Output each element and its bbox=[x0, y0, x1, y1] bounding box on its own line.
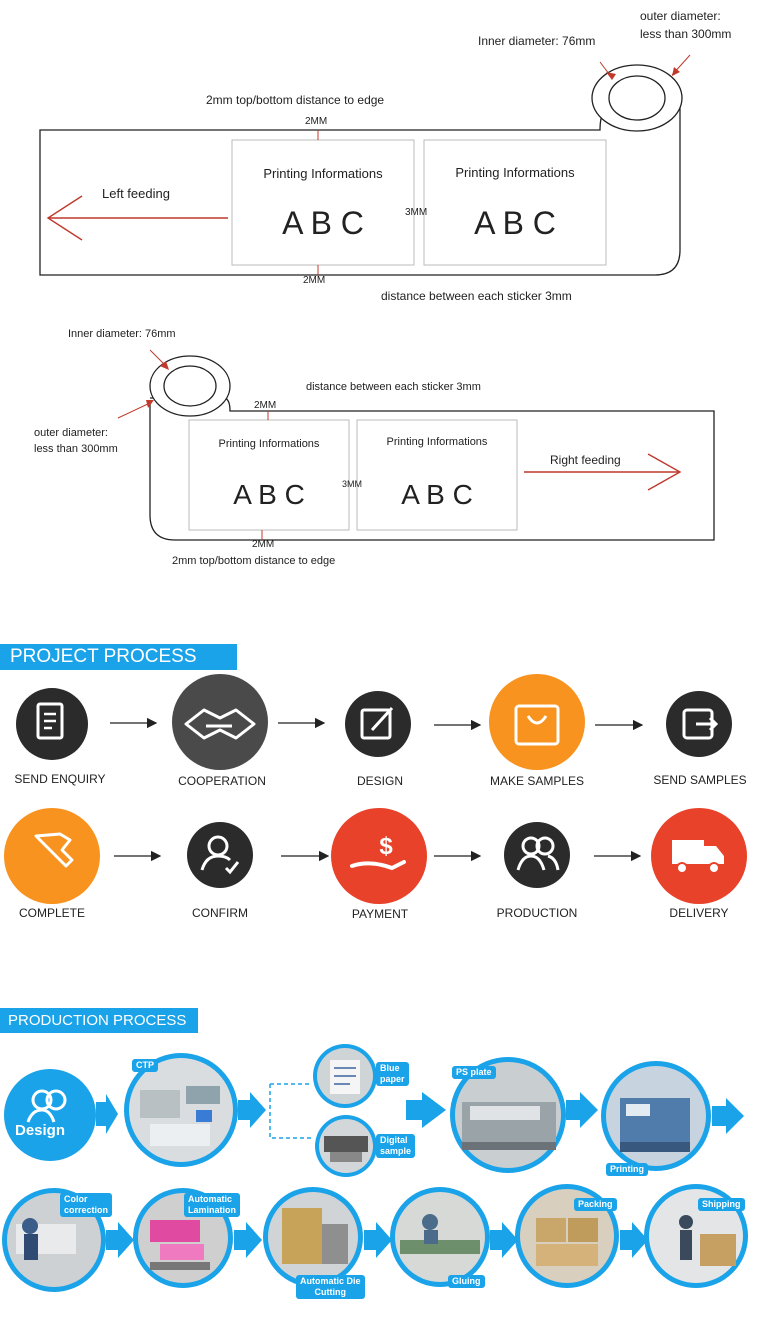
ps-plate-tag: PS plate bbox=[452, 1066, 496, 1079]
blue-paper-photo bbox=[313, 1044, 377, 1108]
shipping-tag: Shipping bbox=[698, 1198, 745, 1211]
gluing-photo bbox=[390, 1187, 490, 1287]
blue-paper-tag bbox=[376, 1062, 409, 1086]
blue-paper-tag-line-2: paper bbox=[380, 1074, 405, 1084]
gluing-tag: Gluing bbox=[448, 1275, 485, 1288]
sticker-title: Printing Informations bbox=[218, 438, 320, 450]
confirm-user-icon bbox=[187, 822, 253, 888]
design-label: Design bbox=[15, 1122, 66, 1139]
die-cutting-tag bbox=[296, 1275, 365, 1299]
step-confirm: CONFIRM bbox=[192, 906, 248, 920]
step-design: DESIGN bbox=[356, 774, 403, 788]
project-process-icons bbox=[0, 668, 761, 928]
sticker-gap-label: distance between each sticker 3mm bbox=[306, 381, 481, 393]
production-team-icon bbox=[504, 822, 570, 888]
sticker-title: Printing Informations bbox=[263, 166, 383, 181]
outer-diameter-value: less than 300mm bbox=[640, 27, 732, 41]
step-production: PRODUCTION bbox=[496, 906, 578, 920]
feed-direction-label: Right feeding bbox=[550, 453, 621, 467]
gap-label: 3MM bbox=[405, 207, 428, 218]
production-process-flow bbox=[0, 1040, 761, 1330]
roll-diagram-right bbox=[0, 320, 761, 580]
printing-photo bbox=[601, 1061, 711, 1171]
svg-text:$: $ bbox=[379, 833, 393, 860]
step-payment: PAYMENT bbox=[351, 907, 409, 921]
lamination-tag-line-1: Automatic bbox=[188, 1194, 233, 1204]
ctp-tag: CTP bbox=[132, 1059, 158, 1072]
lamination-tag bbox=[184, 1193, 240, 1217]
edge-distance-label: 2mm top/bottom distance to edge bbox=[172, 555, 336, 567]
send-samples-icon bbox=[666, 691, 732, 757]
digital-sample-tag bbox=[376, 1134, 415, 1158]
delivery-truck-icon bbox=[651, 808, 747, 904]
digital-sample-photo bbox=[315, 1115, 377, 1177]
design-badge-icon bbox=[4, 1069, 96, 1161]
roll-diagram-left bbox=[0, 0, 761, 310]
outer-diameter-value: less than 300mm bbox=[34, 443, 118, 455]
payment-icon bbox=[331, 808, 427, 904]
sticker-text: A B C bbox=[474, 205, 556, 241]
roll-diagram-left-drawing bbox=[0, 0, 761, 310]
digital-sample-tag-line-1: Digital bbox=[380, 1135, 408, 1145]
gap-label: 3MM bbox=[342, 479, 362, 489]
die-cutting-tag-line-1: Automatic Die bbox=[300, 1276, 361, 1286]
inner-diameter-label: Inner diameter: 76mm bbox=[478, 34, 596, 48]
step-send-enquiry: SEND ENQUIRY bbox=[14, 772, 106, 786]
packing-tag: Packing bbox=[574, 1198, 617, 1211]
die-cutting-tag-line-2: Cutting bbox=[314, 1287, 346, 1297]
sticker-text: A B C bbox=[401, 479, 473, 510]
outer-diameter-label: outer diameter: bbox=[640, 9, 721, 23]
color-correction-tag bbox=[60, 1193, 112, 1217]
step-send-samples: SEND SAMPLES bbox=[653, 773, 747, 787]
sticker-text: A B C bbox=[282, 205, 364, 241]
shopping-bag-icon bbox=[489, 674, 585, 770]
feed-direction-label: Left feeding bbox=[102, 186, 170, 201]
design-edit-icon bbox=[345, 691, 411, 757]
project-process-flow bbox=[0, 668, 761, 928]
lamination-tag-line-2: Lamination bbox=[188, 1205, 237, 1215]
step-delivery: DELIVERY bbox=[669, 906, 729, 920]
inner-diameter-label: Inner diameter: 76mm bbox=[68, 328, 176, 340]
project-process-banner: PROJECT PROCESS bbox=[0, 644, 237, 670]
sticker-text: A B C bbox=[233, 479, 305, 510]
sticker-title: Printing Informations bbox=[455, 165, 575, 180]
sticker-gap-label: distance between each sticker 3mm bbox=[381, 289, 572, 303]
send-enquiry-icon bbox=[16, 688, 88, 760]
die-cutting-photo bbox=[263, 1187, 363, 1287]
digital-sample-tag-line-2: sample bbox=[380, 1146, 412, 1156]
wrench-icon bbox=[4, 808, 100, 904]
step-cooperation: COOPERATION bbox=[178, 774, 266, 788]
sticker-title: Printing Informations bbox=[386, 436, 488, 448]
printing-tag: Printing bbox=[606, 1163, 648, 1176]
bottom-margin-label: 2MM bbox=[303, 275, 326, 286]
edge-distance-label: 2mm top/bottom distance to edge bbox=[206, 93, 385, 107]
bottom-margin-label: 2MM bbox=[252, 539, 275, 550]
production-process-banner: PRODUCTION PROCESS bbox=[0, 1008, 198, 1033]
handshake-icon bbox=[172, 674, 268, 770]
top-margin-label: 2MM bbox=[254, 400, 277, 411]
outer-diameter-label: outer diameter: bbox=[34, 427, 108, 439]
color-correction-tag-line-2: correction bbox=[64, 1205, 109, 1215]
step-complete: COMPLETE bbox=[18, 906, 85, 920]
color-correction-tag-line-1: Color bbox=[64, 1194, 88, 1204]
blue-paper-tag-line-1: Blue bbox=[380, 1063, 400, 1073]
step-make-samples: MAKE SAMPLES bbox=[489, 774, 585, 788]
top-margin-label: 2MM bbox=[305, 116, 328, 127]
